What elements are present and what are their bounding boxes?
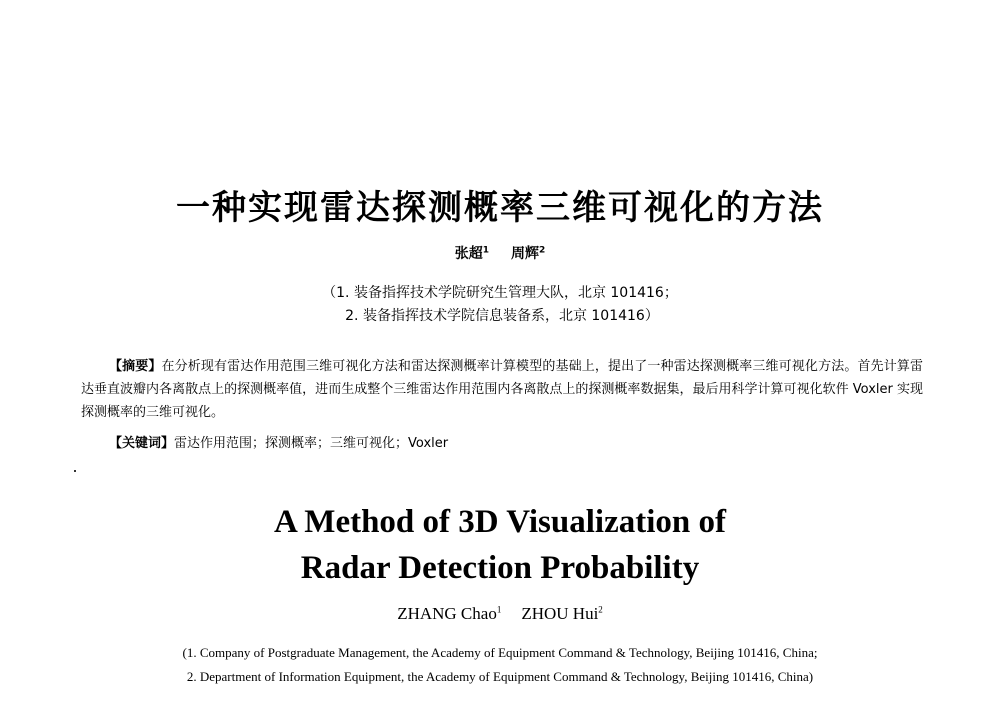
author-name: ZHOU Hui — [521, 604, 599, 623]
chinese-affiliation-1: （1. 装备指挥技术学院研究生管理大队，北京 101416； — [322, 285, 678, 301]
author-affiliation-mark: 2 — [539, 245, 546, 256]
author-name: 张超 — [454, 246, 483, 262]
chinese-title: 一种实现雷达探测概率三维可视化的方法 — [176, 188, 824, 228]
author-affiliation-mark: 2 — [598, 604, 603, 615]
author-affiliation-mark: 1 — [496, 604, 502, 615]
english-authors — [0, 602, 1000, 626]
abstract — [81, 355, 923, 424]
keywords-text: 雷达作用范围；探测概率；三维可视化；Voxler — [174, 436, 449, 451]
english-affiliation-1: (1. Company of Postgraduate Management, the Academy of Equipment Command & Technology, Beijing 101416, China; — [182, 645, 818, 660]
abstract-text: 在分析现有雷达作用范围三维可视化方法和雷达探测概率计算模型的基础上，提出了一种雷达探测概率三维可视化方法。首先计算雷达垂直波瓣内各离散点上的探测概率值，进而生成整个三维雷达作用范围内各离散点上的探测概率数据集，最后用科学计算可视化软件 Voxler 实现探测概率的三维可视化。 — [81, 359, 923, 420]
stray-dot — [74, 470, 76, 472]
keywords — [81, 432, 923, 455]
english-title-line-1: A Method of 3D Visualization of — [274, 504, 726, 540]
author-affiliation-mark: 1 — [482, 245, 489, 256]
chinese-affiliation-2: 2. 装备指挥技术学院信息装备系，北京 101416） — [345, 308, 659, 324]
chinese-authors — [0, 243, 1000, 265]
abstract-label: 【摘要】 — [109, 359, 162, 374]
keywords-label: 【关键词】 — [109, 436, 175, 451]
author-name: ZHANG Chao — [397, 604, 497, 623]
author-name: 周辉 — [511, 246, 539, 262]
english-affiliation-2: 2. Department of Information Equipment, the Academy of Equipment Command & Technology, Beijing 101416, China) — [186, 669, 814, 684]
english-title-line-2: Radar Detection Probability — [300, 550, 700, 586]
